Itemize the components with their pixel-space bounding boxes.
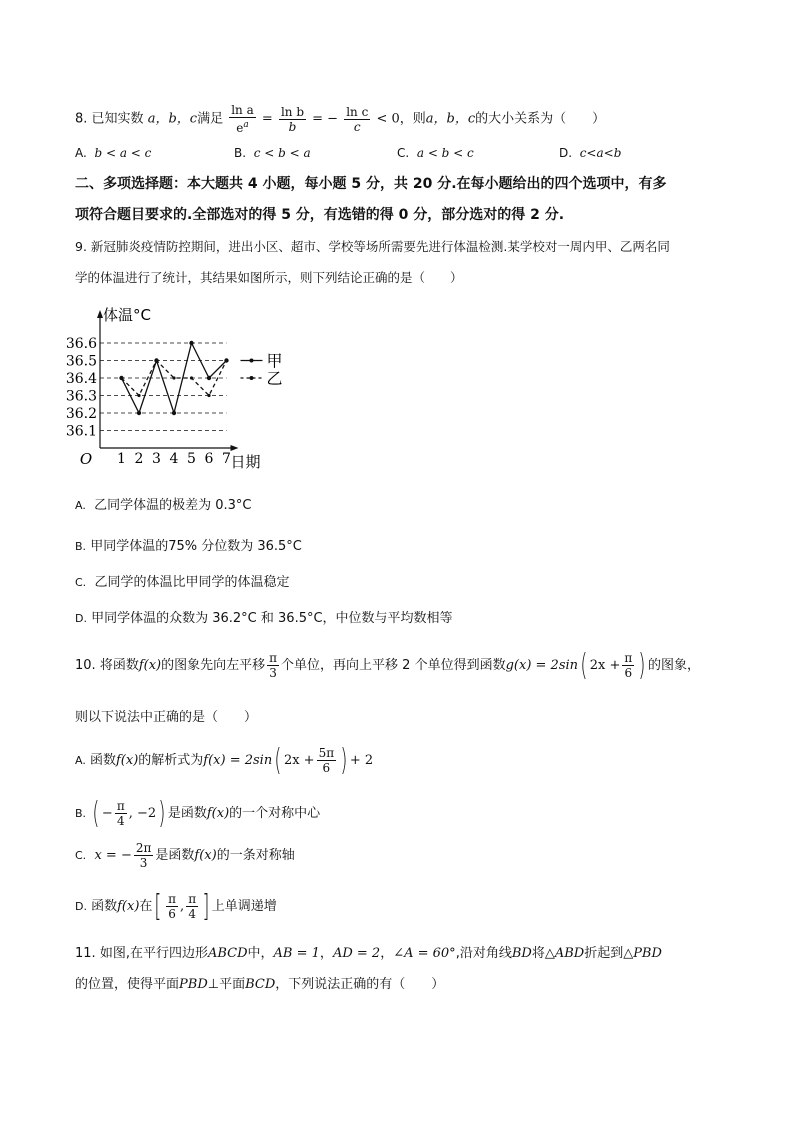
y-axis-label: 体温°C xyxy=(103,306,151,324)
y-tick-label: 36.6 xyxy=(65,336,97,352)
y-tick-label: 36.2 xyxy=(65,406,97,422)
section-heading: 二、多项选择题：本大题共 4 小题，每小题 5 分，共 20 分.在每小题给出的四个选项中，有多 项符合题目要求的.全部选对的得 5 分，有选错的得 0 分，部分选对的得 2 分. xyxy=(75,176,667,223)
q9-option-c: C. 乙同学的体温比甲同学的体温稳定 xyxy=(75,575,290,590)
x-tick-label: 7 xyxy=(222,451,231,467)
data-point xyxy=(155,359,158,362)
q11-number: 11. xyxy=(75,946,96,961)
q10-number: 10. xyxy=(75,658,96,673)
q10-option-d: D. 函数f(x)在[ $\frac{\pi}{6}$ , $\frac{\pi}{4}$ ] 上单调递增 xyxy=(75,888,277,924)
q10-option-a: A. 函数f(x)的解析式为f(x) = 2sin( 2x + $\frac{5\pi}{6}$ ) + 2 xyxy=(75,742,374,778)
x-tick-label: 6 xyxy=(204,451,214,467)
x-tick-label: 2 xyxy=(134,451,144,467)
q10-option-c: C. x = − $\frac{2\pi}{3}$ 是函数f(x)的一条对称轴 xyxy=(75,841,295,870)
q10-stem-line2: 则以下说法中正确的是（ ） xyxy=(75,710,258,725)
legend-label: 甲 xyxy=(266,351,283,371)
data-point xyxy=(225,359,228,362)
legend-marker xyxy=(250,376,254,380)
data-point xyxy=(207,394,210,397)
data-point xyxy=(190,376,193,379)
y-tick-label: 36.4 xyxy=(65,371,97,387)
q8-option-d: D. c<a<b xyxy=(559,146,622,160)
q9-option-a: A. 乙同学体温的极差为 0.3°C xyxy=(75,498,252,513)
y-tick-label: 36.3 xyxy=(65,388,97,405)
q8-stem: 8. 已知实数 a，b，c满足 $\frac{\text{ln a}}{e^a}$ = $\frac{\text{ln b}}{b}$ = − $\frac{\text{ln c}}{c}$ < 0，则a，b，c的大小关系为（ ） xyxy=(75,103,606,135)
x-tick-label: 4 xyxy=(169,451,179,467)
temperature-line-chart xyxy=(60,298,300,478)
fraction: $\frac{\text{ln b}}{b}$ xyxy=(280,104,305,134)
data-point xyxy=(207,376,211,380)
q8-option-c: C. a < b < c xyxy=(397,146,474,160)
q9-stem: 9. 新冠肺炎疫情防控期间，进出小区、超市、学校等场所需要先进行体温检测.某学校对一周内甲、乙两名同 学的体温进行了统计，其结果如图所示，则下列结论正确的是（ ） xyxy=(75,239,670,285)
q8-option-a: A. b < a < c xyxy=(75,146,152,160)
y-tick-label: 36.1 xyxy=(65,423,97,440)
x-axis-arrow xyxy=(231,445,239,451)
fraction: $\frac{\text{ln c}}{c}$ xyxy=(346,104,369,134)
data-point xyxy=(137,411,141,415)
data-point xyxy=(172,376,175,379)
data-point xyxy=(189,341,193,345)
data-point xyxy=(120,376,123,379)
q11-stem-line2: 的位置，使得平面PBD⊥平面BCD，下列说法正确的有（ ） xyxy=(75,977,445,992)
q11-stem: 11. 如图,在平行四边形ABCD中，AB = 1，AD = 2，∠A = 60°,沿对角线BD将△ABD折起到△PBD xyxy=(75,946,662,961)
y-tick-label: 36.5 xyxy=(65,353,97,370)
q10-option-b: B. ( − $\frac{\pi}{4}$ , −2) 是函数f(x)的一个对称中心 xyxy=(75,795,321,831)
data-point xyxy=(137,394,140,397)
legend-marker xyxy=(250,359,254,363)
q9-option-d: D. 甲同学体温的众数为 36.2°C 和 36.5°C，中位数与平均数相等 xyxy=(75,611,453,626)
q9-option-b: B. 甲同学体温的75% 分位数为 36.5°C xyxy=(75,539,302,554)
legend-label: 乙 xyxy=(266,369,283,388)
x-tick-label: 3 xyxy=(152,451,161,467)
q8-number: 8. xyxy=(75,111,88,127)
x-axis-label: 日期 xyxy=(230,453,261,471)
x-tick-label: 5 xyxy=(187,451,196,467)
q10-stem: 10. 将函数f(x)的图象先向左平移 $\frac{\pi}{3}$ 个单位，再向上平移 2 个单位得到函数g(x) = 2sin( 2x + $\frac{\pi}{6}$ ) 的图象， xyxy=(75,647,701,683)
q8-option-b: B. c < b < a xyxy=(234,146,311,160)
x-tick-label: 1 xyxy=(117,451,126,467)
fraction: $\frac{\text{ln a}}{e^a}$ xyxy=(231,103,254,135)
data-point xyxy=(172,411,176,415)
origin-label: O xyxy=(79,450,93,468)
